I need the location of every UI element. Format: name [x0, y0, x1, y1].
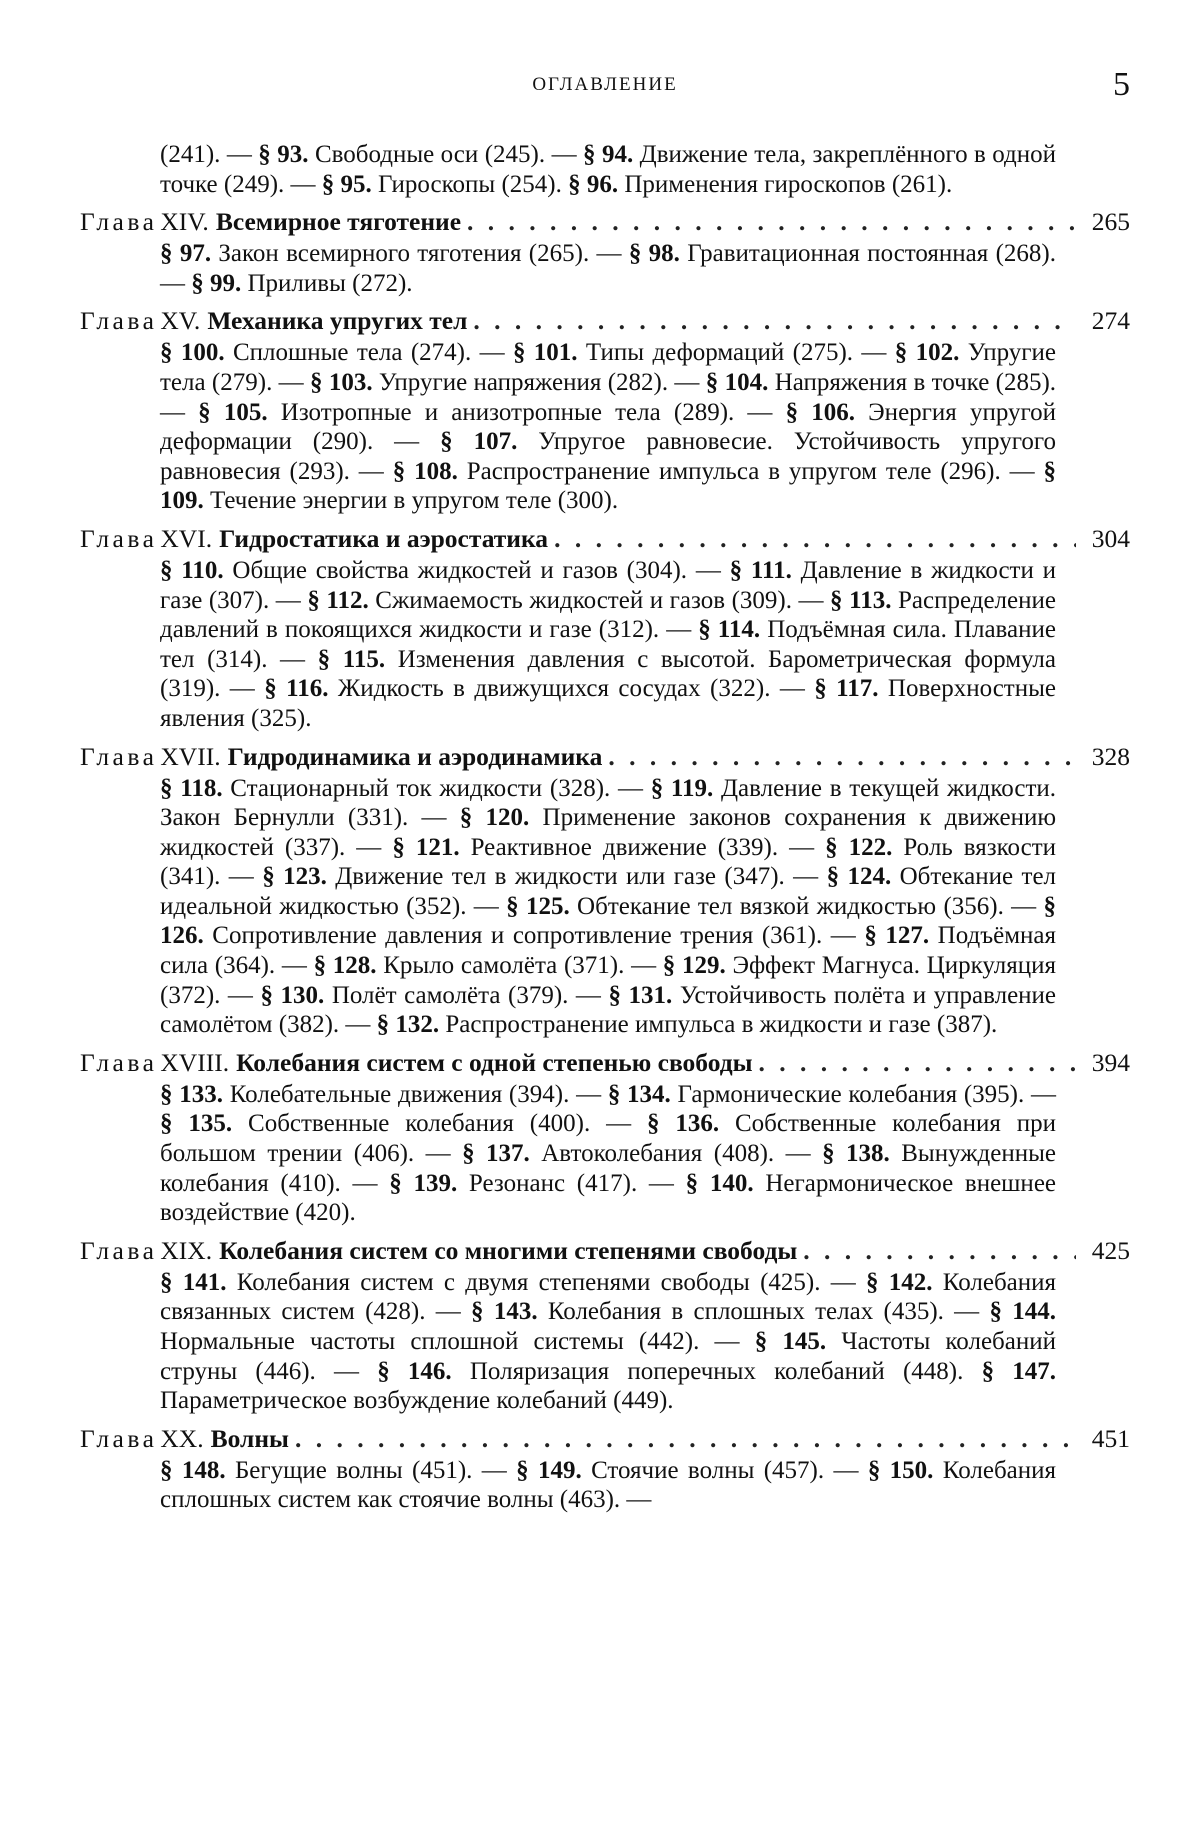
- chapter-entry: [80, 1236, 1130, 1416]
- section-number: § 111.: [729, 556, 792, 584]
- section-number: § 102.: [894, 339, 960, 367]
- section-number: § 105.: [198, 398, 268, 426]
- section-number: § 143.: [471, 1298, 538, 1326]
- section-number: § 93.: [258, 141, 309, 168]
- chapter-heading: [80, 306, 1130, 336]
- chapter-number: XIV.: [160, 207, 209, 237]
- section-number: § 128.: [313, 952, 377, 980]
- section-number: § 118.: [160, 774, 223, 802]
- section-number: § 94.: [583, 141, 634, 168]
- section-number: § 145.: [754, 1328, 827, 1355]
- chapter-entry: [80, 1424, 1130, 1515]
- chapter-title: Всемирное тяготение: [215, 207, 462, 237]
- section-number: § 135.: [160, 1110, 233, 1138]
- running-title: ОГЛАВЛЕНИЕ: [532, 74, 678, 95]
- section-number: § 112.: [307, 586, 369, 614]
- dot-leader: [295, 1424, 1076, 1454]
- section-number: § 114.: [698, 616, 761, 644]
- section-number: § 97.: [160, 240, 212, 268]
- chapter-title: Механика упругих тел: [207, 306, 468, 336]
- chapter-word: Глава: [80, 523, 158, 553]
- chapter-entry: [80, 742, 1130, 1040]
- page-number: 5: [1113, 66, 1130, 103]
- dot-leader: [759, 1048, 1076, 1078]
- chapter-entry: [80, 1048, 1130, 1228]
- dot-leader: [467, 207, 1076, 237]
- section-number: § 138.: [822, 1140, 890, 1168]
- chapter-word: Глава: [80, 306, 158, 336]
- chapter-heading: [80, 207, 1130, 237]
- chapter-word: Глава: [80, 1047, 158, 1077]
- section-number: § 136.: [646, 1110, 720, 1138]
- section-number: § 149.: [516, 1456, 582, 1484]
- section-number: § 141.: [160, 1268, 227, 1296]
- section-number: § 95.: [321, 170, 372, 198]
- section-number: § 139.: [389, 1169, 458, 1197]
- chapter-entry: [80, 306, 1130, 516]
- section-number: § 96.: [568, 170, 619, 198]
- chapter-title: Колебания систем с одной степенью свободы: [236, 1047, 753, 1077]
- chapter-page-number: 425: [1091, 1235, 1130, 1265]
- section-number: § 131.: [608, 981, 673, 1009]
- continued-sections: (241). — § 93. Свободные оси (245). — § 94. Движение тела, закреплённого в одной точке (249). — § 95. Гироскопы (254). § 96. Применения гироскопов (261).: [160, 141, 1057, 198]
- page-header: [80, 66, 1130, 116]
- section-number: § 116.: [264, 675, 329, 703]
- chapter-page-number: 328: [1091, 741, 1130, 771]
- section-number: § 132.: [376, 1011, 440, 1039]
- chapter-word: Глава: [80, 207, 158, 237]
- section-number: § 133.: [160, 1080, 223, 1108]
- chapter-page-number: 451: [1091, 1423, 1130, 1453]
- chapter-page-number: 394: [1091, 1047, 1130, 1077]
- chapter-number: XV.: [160, 306, 201, 336]
- chapter-sections: § 97. Закон всемирного тяготения (265). — § 98. Гравитационная постоянная (268). — § 99. Приливы (272).: [160, 240, 1056, 297]
- section-number: § 127.: [864, 922, 930, 950]
- chapter-entry: [80, 207, 1130, 298]
- chapter-sections: § 133. Колебательные движения (394). — § 134. Гармонические колебания (395). — § 135. Собственные колебания (400). — § 136. Собственные колебания при большом трении (406). — § 137. Автоколебания (408). — § 138. Вынужденные колебания (410). — § 139. Резонанс (417). — § 140. Негармоническое внешнее воздействие (420).: [160, 1080, 1057, 1227]
- chapter-title: Волны: [210, 1423, 289, 1453]
- section-number: § 115.: [317, 645, 386, 673]
- section-number: § 119.: [650, 774, 714, 802]
- section-number: § 150.: [867, 1456, 934, 1484]
- chapter-number: XVII.: [160, 741, 221, 771]
- chapter-number: XVI.: [160, 523, 213, 553]
- chapter-sections: § 148. Бегущие волны (451). — § 149. Стоячие волны (457). — § 150. Колебания сплошных систем как стоячие волны (463). —: [160, 1456, 1057, 1514]
- chapter-sections: § 141. Колебания систем с двумя степенями свободы (425). — § 142. Колебания связанных систем (428). — § 143. Колебания в сплошных телах (435). — § 144. Нормальные частоты сплошной системы (442). — § 145. Частоты колебаний струны (446). — § 146. Поляризация поперечных колебаний (448). § 147. Параметрическое возбуждение колебаний (449).: [160, 1268, 1057, 1415]
- section-number: § 144.: [989, 1298, 1056, 1326]
- section-number: § 134.: [607, 1080, 671, 1108]
- chapter-page-number: 274: [1091, 306, 1130, 336]
- chapter-title: Гидродинамика и аэродинамика: [227, 741, 603, 771]
- section-number: § 99.: [191, 269, 242, 297]
- chapter-list: [80, 207, 1130, 1515]
- chapter-title: Гидростатика и аэростатика: [219, 523, 549, 553]
- dot-leader: [803, 1236, 1076, 1266]
- section-number: § 103.: [310, 368, 373, 396]
- chapter-sections: § 100. Сплошные тела (274). — § 101. Типы деформаций (275). — § 102. Упругие тела (279). — § 103. Упругие напряжения (282). — § 104. Напряжения в точке (285). — § 105. Изотропные и анизотропные тела (289). — § 106. Энергия упругой деформации (290). — § 107. Упругое равновесие. Устойчивость упругого равновесия (293). — § 108. Распространение импульса в упругом теле (296). — § 109. Течение энергии в упругом теле (300).: [160, 339, 1057, 515]
- section-number: § 121.: [392, 833, 460, 861]
- chapter-sections: § 110. Общие свойства жидкостей и газов (304). — § 111. Давление в жидкости и газе (307). — § 112. Сжимаемость жидкостей и газов (309). — § 113. Распределение давлений в покоящихся жидкости и газе (312). — § 114. Подъёмная сила. Плавание тел (314). — § 115. Изменения давления с высотой. Барометрическая формула (319). — § 116. Жидкость в движущихся сосудах (322). — § 117. Поверхностные явления (325).: [160, 556, 1057, 732]
- chapter-page-number: 304: [1091, 523, 1130, 553]
- chapter-page-number: 265: [1091, 207, 1130, 237]
- table-of-contents: [80, 140, 1130, 1523]
- section-number: § 147.: [981, 1357, 1057, 1385]
- section-number: § 110.: [160, 556, 224, 584]
- section-number: § 113.: [830, 586, 892, 614]
- section-number: § 137.: [462, 1140, 530, 1168]
- chapter-number: XVIII.: [160, 1047, 230, 1077]
- section-number: § 130.: [260, 981, 325, 1009]
- chapter-heading: [80, 1424, 1130, 1454]
- chapter-title: Колебания систем со многими степенями свободы: [219, 1235, 798, 1265]
- chapter-heading: [80, 742, 1130, 772]
- section-number: § 106.: [785, 398, 856, 426]
- section-number: § 129.: [662, 952, 726, 980]
- section-number: § 124.: [826, 863, 892, 891]
- section-number: § 126.: [160, 892, 1056, 950]
- section-number: § 148.: [160, 1456, 226, 1484]
- chapter-word: Глава: [80, 741, 158, 771]
- dot-leader: [554, 524, 1076, 554]
- chapter-heading: [80, 1048, 1130, 1078]
- chapter-number: XX.: [160, 1423, 204, 1453]
- section-number: § 122.: [825, 833, 893, 861]
- section-number: § 100.: [160, 339, 225, 367]
- section-number: § 120.: [459, 804, 530, 832]
- section-number: § 101.: [512, 339, 578, 367]
- section-number: § 123.: [262, 863, 327, 891]
- chapter-word: Глава: [80, 1423, 158, 1453]
- section-number: § 117.: [814, 675, 879, 703]
- section-number: § 107.: [440, 428, 518, 456]
- dot-leader: [473, 306, 1076, 336]
- chapter-sections: § 118. Стационарный ток жидкости (328). — § 119. Давление в текущей жидкости. Закон Бернулли (331). — § 120. Применение законов сохранения к движению жидкостей (337). — § 121. Реактивное движение (339). — § 122. Роль вязкости (341). — § 123. Движение тел в жидкости или газе (347). — § 124. Обтекание тел идеальной жидкостью (352). — § 125. Обтекание тел вязкой жидкостью (356). — § 126. Сопротивление давления и сопротивление трения (361). — § 127. Подъёмная сила (364). — § 128. Крыло самолёта (371). — § 129. Эффект Магнуса. Циркуляция (372). — § 130. Полёт самолёта (379). — § 131. Устойчивость полёта и управление самолётом (382). — § 132. Распространение импульса в жидкости и газе (387).: [160, 774, 1057, 1039]
- section-number: § 140.: [685, 1169, 754, 1197]
- section-number: § 146.: [377, 1357, 452, 1385]
- section-number: § 104.: [705, 368, 769, 396]
- chapter-heading: [80, 524, 1130, 554]
- section-number: § 98.: [628, 240, 680, 268]
- chapter-word: Глава: [80, 1235, 158, 1265]
- section-number: § 142.: [866, 1268, 933, 1296]
- section-number: § 109.: [160, 457, 1056, 515]
- chapter-entry: [80, 524, 1130, 734]
- section-number: § 108.: [392, 457, 458, 485]
- section-number: § 125.: [506, 892, 570, 920]
- chapter-heading: [80, 1236, 1130, 1266]
- dot-leader: [608, 742, 1076, 772]
- chapter-number: XIX.: [160, 1235, 213, 1265]
